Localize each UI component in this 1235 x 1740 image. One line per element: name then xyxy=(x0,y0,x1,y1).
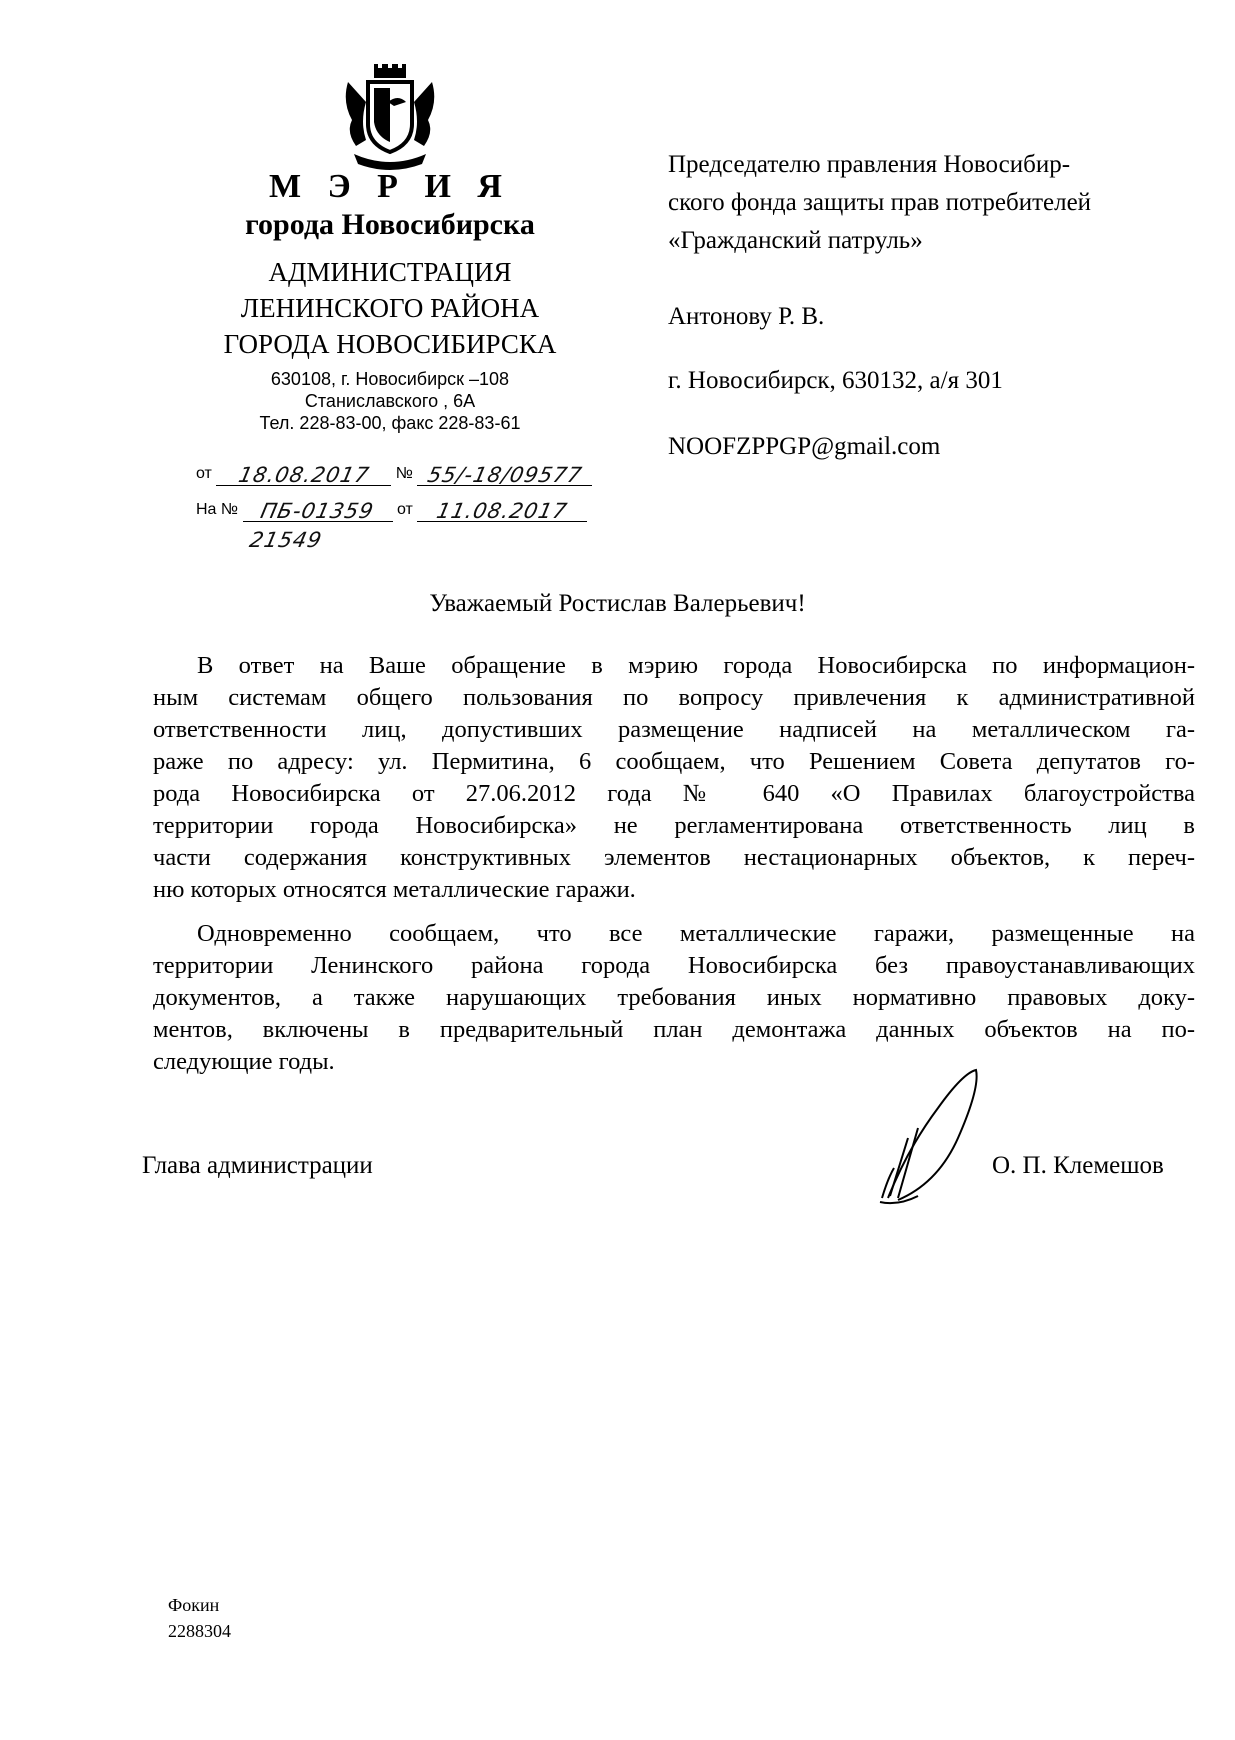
handwritten-ref-date: 11.08.2017 xyxy=(434,499,570,523)
handwritten-ref-number: ПБ-01359 xyxy=(258,499,377,523)
executor-block xyxy=(168,1592,231,1644)
address-line: 630108, г. Новосибирск –108 xyxy=(270,369,510,389)
letterhead-city: города Новосибирска xyxy=(245,208,535,241)
addressee-line: ского фонда защиты прав потребителей xyxy=(668,189,1092,216)
administration-line: ЛЕНИНСКОГО РАЙОНА xyxy=(240,293,540,323)
text-line: ответственности лиц, допустивших размещение надписей на металлическом га- xyxy=(153,716,1195,743)
text-line: ментов, включены в предварительный план демонтажа данных объектов на по- xyxy=(153,1016,1195,1043)
text-line: территории Ленинского района города Новосибирска без правоустанавливающих xyxy=(153,952,1195,979)
executor-name: Фокин xyxy=(168,1595,220,1615)
letterhead-address xyxy=(180,368,600,434)
paragraph-1 xyxy=(153,650,1195,906)
address-line: Станиславского , 6А xyxy=(304,391,476,411)
administration-line: АДМИНИСТРАЦИЯ xyxy=(268,257,512,287)
coat-of-arms-emblem xyxy=(338,62,442,174)
addressee-block xyxy=(668,146,1091,260)
text-line: территории города Новосибирска» не регламентирована ответственность лиц в xyxy=(153,812,1195,839)
text-line: рода Новосибирска от 27.06.2012 года № 640 «О Правилах благоустройства xyxy=(153,780,1195,807)
text-line: документов, а также нарушающих требования иных нормативно правовых доку- xyxy=(153,984,1195,1011)
letterhead-title: М Э Р И Я xyxy=(269,168,511,205)
ref-label: На № xyxy=(196,501,239,518)
text-line: части содержания конструктивных элементов нестационарных объектов, к переч- xyxy=(153,844,1195,871)
address-line: Тел. 228-83-00, факс 228-83-61 xyxy=(259,413,521,433)
text-line: ню которых относятся металлические гаражи. xyxy=(153,876,636,903)
text-line: следующие годы. xyxy=(153,1048,335,1075)
handwritten-number: 55/-18/09577 xyxy=(425,463,585,487)
signatory-name: О. П. Клемешов xyxy=(992,1152,1164,1179)
text-line: ным системам общего пользования по вопросу привлечения к административной xyxy=(153,684,1195,711)
letterhead-administration xyxy=(180,254,600,362)
text-line: Одновременно сообщаем, что все металлические гаражи, размещенные на xyxy=(197,920,1195,947)
addressee-address: г. Новосибирск, 630132, а/я 301 xyxy=(668,367,1003,394)
handwritten-signature xyxy=(868,1068,998,1208)
executor-phone: 2288304 xyxy=(168,1621,231,1641)
handwritten-ref-number-2: 21549 xyxy=(247,528,325,552)
addressee-name: Антонову Р. В. xyxy=(668,303,825,330)
addressee-line: «Гражданский патруль» xyxy=(668,227,923,254)
addressee-email: NOOFZPPGP@gmail.com xyxy=(668,433,941,460)
ref-from-label: от xyxy=(396,501,413,518)
from-label: от xyxy=(196,465,212,482)
greeting: Уважаемый Ростислав Валерьевич! xyxy=(429,590,806,617)
handwritten-date: 18.08.2017 xyxy=(236,463,372,487)
registration-row-outgoing xyxy=(196,462,592,486)
addressee-line: Председателю правления Новосибир- xyxy=(668,151,1071,178)
paragraph-2 xyxy=(153,918,1195,1078)
signatory-position: Глава администрации xyxy=(142,1152,373,1179)
number-label: № xyxy=(395,465,413,482)
text-line: раже по адресу: ул. Пермитина, 6 сообщаем, что Решением Совета депутатов го- xyxy=(153,748,1195,775)
administration-line: ГОРОДА НОВОСИБИРСКА xyxy=(223,329,557,359)
text-line: В ответ на Ваше обращение в мэрию города Новосибирска по информацион- xyxy=(197,652,1195,679)
registration-row-reference xyxy=(196,498,587,522)
